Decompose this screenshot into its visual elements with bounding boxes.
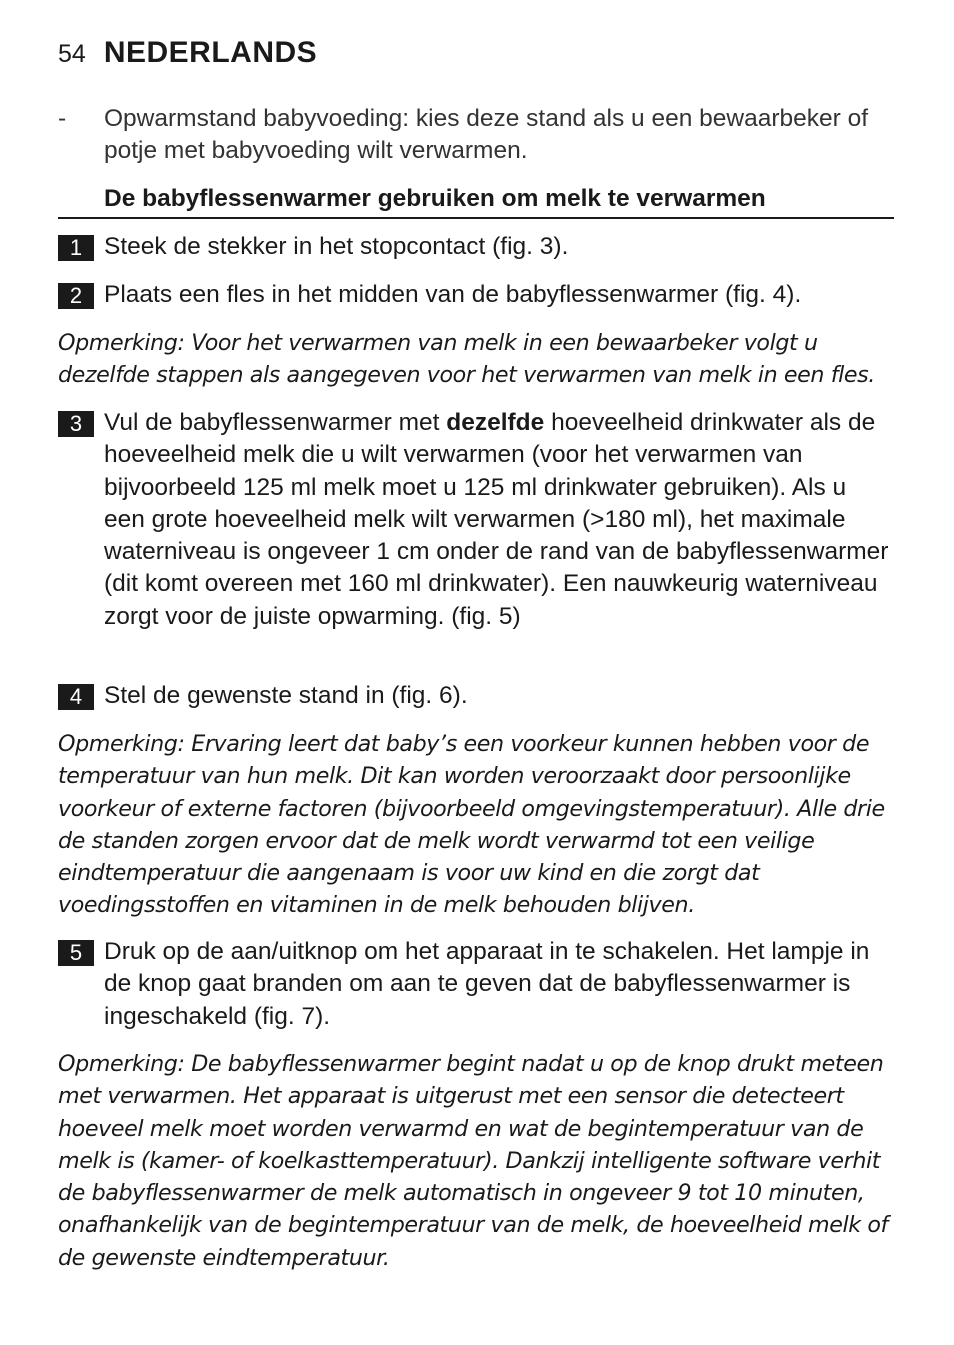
- step-1: [58, 231, 893, 263]
- step-number-badge: 1: [58, 235, 94, 261]
- section-subheading: De babyflessenwarmer gebruiken om melk te verwarmen: [58, 183, 894, 219]
- intro-list: [58, 103, 893, 168]
- step-number-badge: 5: [58, 940, 94, 966]
- step-number-badge: 3: [58, 411, 94, 437]
- step-text: Plaats een fles in het midden van de babyflessenwarmer (fig. 4).: [104, 281, 802, 308]
- step-4: [58, 680, 893, 712]
- note-1: Opmerking: Voor het verwarmen van melk in een bewaarbeker volgt u dezelfde stappen als aangegeven voor het verwarmen van melk in een fles.: [58, 330, 875, 389]
- step-5: [58, 936, 893, 1033]
- list-item: [58, 103, 893, 168]
- step-3: [58, 407, 893, 633]
- step-number-badge: 4: [58, 684, 94, 710]
- step-text: [104, 407, 893, 633]
- list-item-text: Opwarmstand babyvoeding: kies deze stand als u een bewaarbeker of potje met babyvoeding wilt verwarmen.: [104, 105, 869, 165]
- step-text: Stel de gewenste stand in (fig. 6).: [104, 682, 468, 709]
- dash-bullet: -: [58, 105, 67, 132]
- step-text: Druk op de aan/uitknop om het apparaat in te schakelen. Het lampje in de knop gaat branden om aan te geven dat de babyflessenwarmer is ingeschakeld (fig. 7).: [104, 938, 870, 1030]
- step-text-emphasis: dezelfde: [446, 409, 545, 436]
- step-text: Steek de stekker in het stopcontact (fig. 3).: [104, 233, 569, 260]
- note-2: Opmerking: Ervaring leert dat baby’s een voorkeur kunnen hebben voor de temperatuur van hun melk. Dit kan worden veroorzaakt door persoonlijke voorkeur of externe factoren (bijvoorbeeld omgevingstemperatuur). Alle drie de standen zorgen ervoor dat de melk wordt verwarmd tot een veilige eindtemperatuur die aangenaam is voor uw kind en die zorgt dat voedingsstoffen en vitaminen in de melk behouden blijven.: [58, 731, 885, 919]
- page-header: [58, 36, 317, 72]
- language-title: NEDERLANDS: [103, 36, 318, 69]
- note-3: Opmerking: De babyflessenwarmer begint nadat u op de knop drukt meteen met verwarmen. Het apparaat is uitgerust met een sensor die detecteert hoeveel melk moet worden verwarmd en wat de begintemperatuur van de melk is (kamer- of koelkasttemperatuur). Dankzij intelligente software verhit de babyflessenwarmer de melk automatisch in ongeveer 9 tot 10 minuten, onafhankelijk van de begintemperatuur van de melk, de hoeveelheid melk of de gewenste eindtemperatuur.: [58, 1051, 888, 1271]
- step-text-part: Vul de babyflessenwarmer met: [104, 409, 447, 436]
- page-number: 54: [58, 40, 86, 68]
- step-number-badge: 2: [58, 283, 94, 309]
- step-text-part: hoeveelheid drinkwater als de hoeveelheid melk die u wilt verwarmen (voor het verwarmen van bijvoorbeeld 125 ml melk moet u 125 ml drinkwater gebruiken). Als u een grote hoeveelheid melk wilt verwarmen (>180 ml), het maximale waterniveau is ongeveer 1 cm onder de rand van de babyflessenwarmer (dit komt overeen met 160 ml drinkwater). Een nauwkeurig waterniveau zorgt voor de juiste opwarming. (fig. 5): [104, 409, 889, 630]
- step-2: [58, 279, 893, 311]
